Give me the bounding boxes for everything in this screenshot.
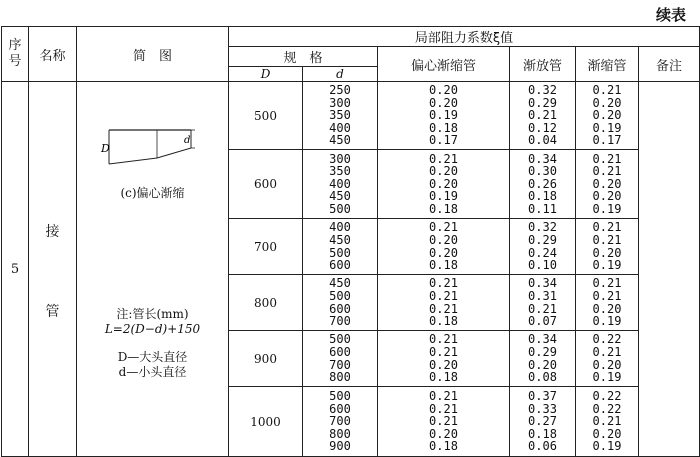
group-eccentric-list bbox=[378, 150, 510, 219]
header-diagram: 简 图 bbox=[77, 27, 229, 82]
list-item: 0.19 bbox=[592, 258, 622, 273]
list-item: 0.20 bbox=[592, 95, 622, 110]
group-D: 800 bbox=[229, 275, 303, 331]
group-D: 500 bbox=[229, 82, 303, 150]
list-item: 0.21 bbox=[592, 344, 622, 359]
list-item: 500 bbox=[329, 389, 351, 404]
list-item: 400 bbox=[329, 220, 351, 235]
list-item: 0.21 bbox=[592, 276, 622, 291]
group-eccentric-list bbox=[378, 82, 510, 150]
list-item: 0.20 bbox=[429, 83, 458, 98]
header-remark: 备注 bbox=[639, 47, 700, 82]
list-item: 0.20 bbox=[592, 245, 622, 260]
list-item: 0.21 bbox=[528, 108, 557, 123]
group-eccentric-list bbox=[378, 275, 510, 331]
list-item: 0.20 bbox=[592, 357, 622, 372]
group-reducing-list bbox=[576, 275, 639, 331]
list-item: 0.22 bbox=[592, 401, 622, 416]
header-name: 名称 bbox=[29, 27, 77, 82]
list-item: 0.32 bbox=[528, 83, 557, 98]
list-item: 0.20 bbox=[429, 164, 458, 179]
list-item: 0.21 bbox=[592, 83, 622, 98]
list-item: 0.20 bbox=[429, 245, 458, 260]
list-item: 0.19 bbox=[592, 439, 622, 454]
group-d-list bbox=[303, 82, 378, 150]
list-item: 0.20 bbox=[592, 301, 622, 316]
list-item: 0.21 bbox=[592, 220, 622, 235]
list-item: 0.20 bbox=[429, 176, 458, 191]
list-item: 0.21 bbox=[592, 232, 622, 247]
list-item: 0.19 bbox=[592, 370, 622, 385]
list-item: 700 bbox=[329, 314, 351, 329]
header-d: d bbox=[303, 67, 378, 82]
list-item: 0.08 bbox=[528, 370, 557, 385]
list-item: 0.19 bbox=[429, 189, 458, 204]
list-item: 500 bbox=[329, 245, 351, 260]
list-item: 0.20 bbox=[429, 357, 458, 372]
list-item: 400 bbox=[329, 176, 351, 191]
list-item: 0.27 bbox=[528, 414, 557, 429]
header-index: 序号 bbox=[2, 27, 29, 82]
list-item: 0.21 bbox=[429, 220, 458, 235]
group-eccentric-list bbox=[378, 219, 510, 275]
list-item: 0.34 bbox=[528, 276, 557, 291]
list-item: 600 bbox=[329, 401, 351, 416]
list-item: 0.33 bbox=[528, 401, 557, 416]
list-item: 0.29 bbox=[528, 95, 557, 110]
diagram-cell bbox=[77, 82, 229, 457]
list-item: 600 bbox=[329, 258, 351, 273]
note-line-2: L=2(D−d)+150 bbox=[104, 322, 201, 336]
list-item: 0.20 bbox=[429, 232, 458, 247]
list-item: 0.20 bbox=[528, 357, 557, 372]
resistance-table bbox=[1, 26, 700, 457]
list-item: 700 bbox=[329, 357, 351, 372]
row-index: 5 bbox=[2, 82, 29, 457]
list-item: 0.19 bbox=[592, 314, 622, 329]
header-spec: 规 格 bbox=[229, 47, 378, 67]
diagram-note bbox=[77, 307, 228, 337]
list-item: 0.17 bbox=[592, 133, 622, 148]
list-item: 0.18 bbox=[429, 120, 458, 135]
list-item: 450 bbox=[329, 189, 351, 204]
group-reducing-list bbox=[576, 150, 639, 219]
name-char-2: 管 bbox=[45, 304, 60, 320]
list-item: 0.26 bbox=[528, 176, 557, 191]
list-item: 0.17 bbox=[429, 133, 458, 148]
list-item: 0.21 bbox=[592, 288, 622, 303]
group-eccentric-list bbox=[378, 331, 510, 387]
group-expanding-list bbox=[510, 275, 576, 331]
list-item: 0.20 bbox=[592, 189, 622, 204]
header-eccentric: 偏心渐缩管 bbox=[378, 47, 510, 82]
group-d-list bbox=[303, 331, 378, 387]
diagram-legend bbox=[77, 350, 228, 380]
group-reducing-list bbox=[576, 331, 639, 387]
list-item: 0.18 bbox=[429, 201, 458, 216]
list-item: 0.20 bbox=[592, 108, 622, 123]
list-item: 0.11 bbox=[528, 201, 557, 216]
group-D: 700 bbox=[229, 219, 303, 275]
list-item: 0.21 bbox=[429, 414, 458, 429]
group-expanding-list bbox=[510, 150, 576, 219]
group-eccentric-list bbox=[378, 387, 510, 457]
group-expanding-list bbox=[510, 387, 576, 457]
list-item: 0.20 bbox=[592, 426, 622, 441]
list-item: 350 bbox=[329, 164, 351, 179]
list-item: 0.21 bbox=[429, 288, 458, 303]
list-item: 0.18 bbox=[429, 370, 458, 385]
list-item: 0.21 bbox=[592, 164, 622, 179]
list-item: 0.32 bbox=[528, 220, 557, 235]
list-item: 250 bbox=[329, 83, 351, 98]
list-item: 0.04 bbox=[528, 133, 557, 148]
list-item: 500 bbox=[329, 288, 351, 303]
list-item: 0.34 bbox=[528, 332, 557, 347]
remark-cell bbox=[639, 82, 700, 457]
diagram-caption: (c)偏心渐缩 bbox=[120, 186, 185, 200]
list-item: 350 bbox=[329, 108, 351, 123]
note-line-1: 注:管长(mm) bbox=[116, 307, 189, 321]
list-item: 0.37 bbox=[528, 389, 557, 404]
group-D: 600 bbox=[229, 150, 303, 219]
list-item: 0.21 bbox=[592, 414, 622, 429]
group-d-list bbox=[303, 275, 378, 331]
eccentric-reducer-icon bbox=[101, 126, 195, 168]
list-item: 0.18 bbox=[528, 426, 557, 441]
list-item: 700 bbox=[329, 414, 351, 429]
list-item: 0.22 bbox=[592, 389, 622, 404]
list-item: 0.21 bbox=[429, 276, 458, 291]
list-item: 0.31 bbox=[528, 288, 557, 303]
list-item: 900 bbox=[329, 439, 351, 454]
group-reducing-list bbox=[576, 219, 639, 275]
list-item: 500 bbox=[329, 201, 351, 216]
header-D: D bbox=[229, 67, 303, 82]
list-item: 0.24 bbox=[528, 245, 557, 260]
list-item: 0.21 bbox=[528, 301, 557, 316]
group-D: 1000 bbox=[229, 387, 303, 457]
header-reducing: 渐缩管 bbox=[576, 47, 639, 82]
name-char-1: 接 bbox=[45, 224, 60, 240]
list-item: 0.22 bbox=[592, 332, 622, 347]
diagram-label-D: D bbox=[101, 142, 110, 155]
list-item: 0.21 bbox=[592, 151, 622, 166]
group-d-list bbox=[303, 219, 378, 275]
list-item: 0.21 bbox=[429, 344, 458, 359]
list-item: 600 bbox=[329, 301, 351, 316]
group-d-list bbox=[303, 387, 378, 457]
list-item: 450 bbox=[329, 276, 351, 291]
legend-line-2: d—小头直径 bbox=[118, 365, 187, 379]
list-item: 0.20 bbox=[429, 95, 458, 110]
list-item: 0.19 bbox=[429, 108, 458, 123]
group-expanding-list bbox=[510, 331, 576, 387]
group-D: 900 bbox=[229, 331, 303, 387]
list-item: 800 bbox=[329, 426, 351, 441]
list-item: 0.20 bbox=[429, 426, 458, 441]
list-item: 0.06 bbox=[528, 439, 557, 454]
group-d-list bbox=[303, 150, 378, 219]
header-expanding: 渐放管 bbox=[510, 47, 576, 82]
list-item: 0.18 bbox=[429, 314, 458, 329]
list-item: 0.21 bbox=[429, 301, 458, 316]
list-item: 450 bbox=[329, 133, 351, 148]
list-item: 0.07 bbox=[528, 314, 557, 329]
header-coef-title: 局部阻力系数ξ值 bbox=[229, 27, 700, 47]
list-item: 0.18 bbox=[528, 189, 557, 204]
list-item: 0.30 bbox=[528, 164, 557, 179]
row-name bbox=[29, 82, 77, 457]
list-item: 500 bbox=[329, 332, 351, 347]
list-item: 450 bbox=[329, 232, 351, 247]
list-item: 0.29 bbox=[528, 344, 557, 359]
continued-label: 续表 bbox=[655, 6, 686, 24]
list-item: 0.12 bbox=[528, 120, 557, 135]
list-item: 600 bbox=[329, 344, 351, 359]
list-item: 800 bbox=[329, 370, 351, 385]
list-item: 300 bbox=[329, 151, 351, 166]
group-reducing-list bbox=[576, 82, 639, 150]
list-item: 0.29 bbox=[528, 232, 557, 247]
group-reducing-list bbox=[576, 387, 639, 457]
list-item: 0.19 bbox=[592, 201, 622, 216]
list-item: 0.21 bbox=[429, 332, 458, 347]
list-item: 0.20 bbox=[592, 176, 622, 191]
list-item: 0.18 bbox=[429, 439, 458, 454]
list-item: 0.10 bbox=[528, 258, 557, 273]
list-item: 300 bbox=[329, 95, 351, 110]
list-item: 0.21 bbox=[429, 151, 458, 166]
group-expanding-list bbox=[510, 219, 576, 275]
list-item: 400 bbox=[329, 120, 351, 135]
list-item: 0.21 bbox=[429, 389, 458, 404]
list-item: 0.21 bbox=[429, 401, 458, 416]
list-item: 0.19 bbox=[592, 120, 622, 135]
list-item: 0.18 bbox=[429, 258, 458, 273]
diagram-label-d: d bbox=[184, 135, 191, 146]
group-expanding-list bbox=[510, 82, 576, 150]
list-item: 0.34 bbox=[528, 151, 557, 166]
table-row bbox=[2, 82, 700, 150]
legend-line-1: D—大头直径 bbox=[117, 350, 188, 364]
